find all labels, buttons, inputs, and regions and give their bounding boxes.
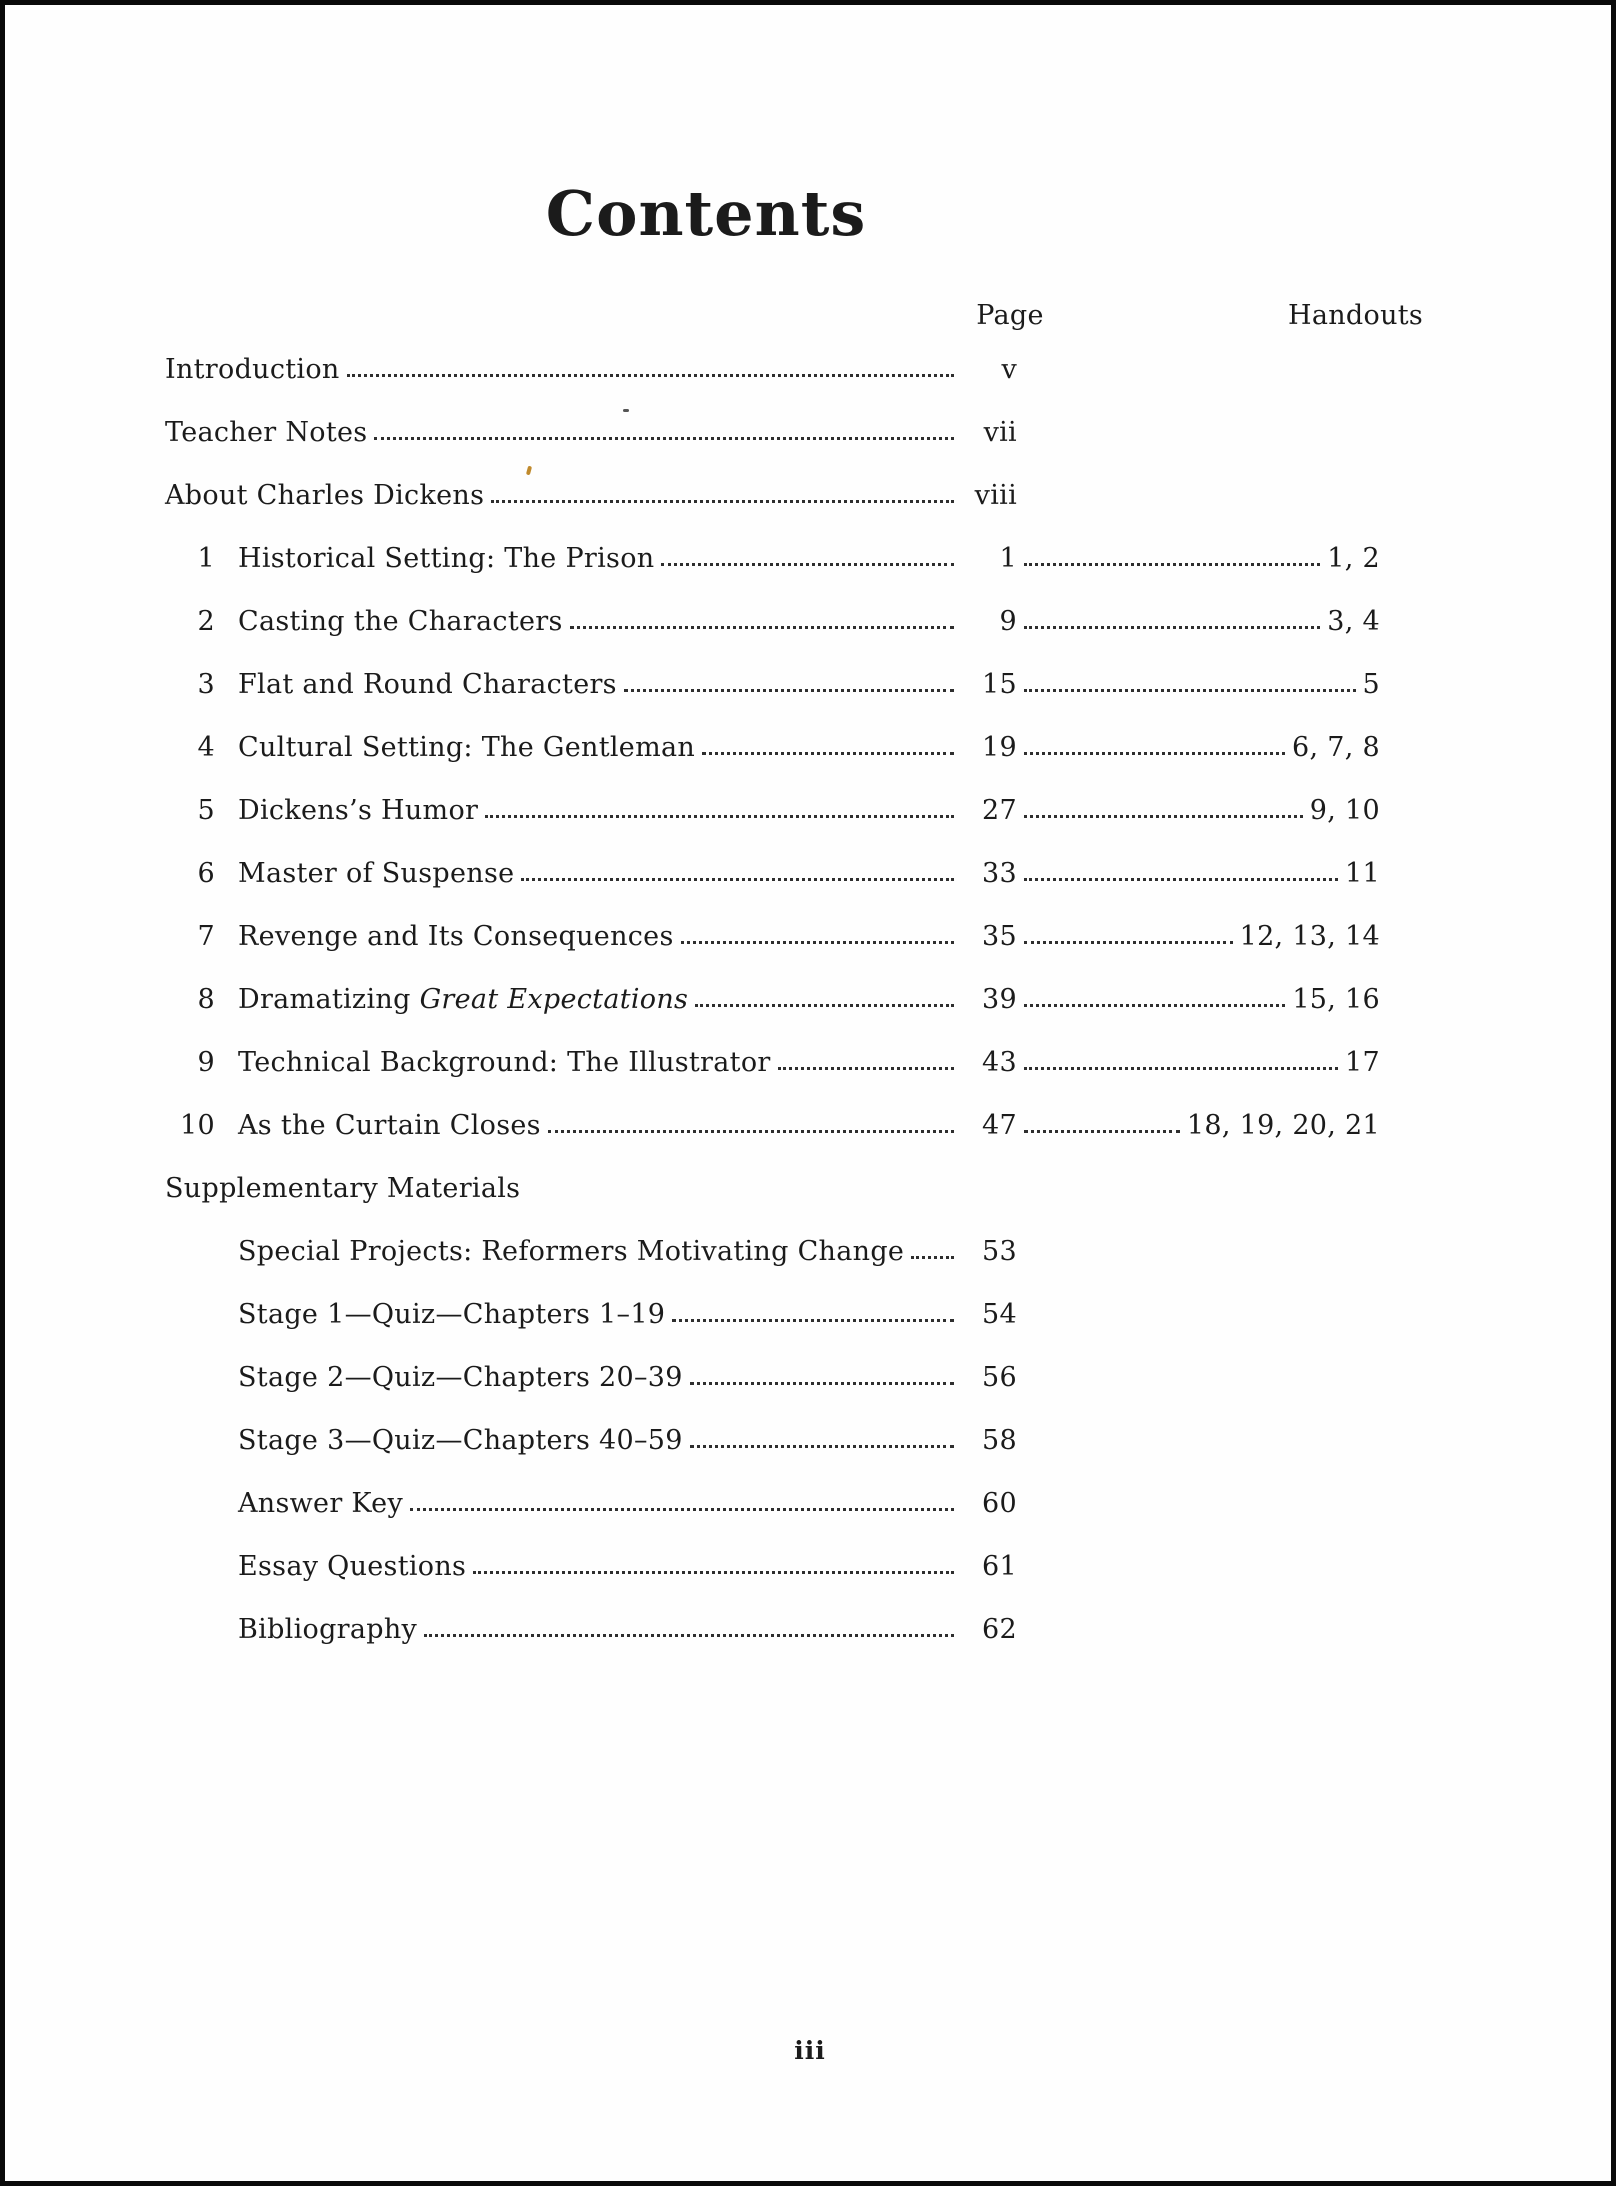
dot-leader xyxy=(911,1256,954,1259)
toc-row-chapter-7 xyxy=(165,920,1380,954)
toc-entry-title: Essay Questions xyxy=(238,1551,467,1582)
dot-leader xyxy=(690,1445,954,1448)
toc-entry-page: 1 xyxy=(999,543,1017,574)
toc-row-chapter-5 xyxy=(165,794,1380,828)
handout-numbers: 12, 13, 14 xyxy=(1239,921,1380,952)
toc-row-chapter-2 xyxy=(165,605,1380,639)
handouts-column-header: Handouts xyxy=(1288,300,1424,331)
handout-numbers: 17 xyxy=(1345,1047,1380,1078)
toc-entry-page: 53 xyxy=(982,1236,1017,1267)
toc-row-stage-3-quiz xyxy=(238,1424,1017,1458)
dot-leader xyxy=(374,437,954,440)
dot-leader xyxy=(690,1382,954,1385)
toc-row-special-projects xyxy=(238,1235,1017,1269)
toc-entry-title: About Charles Dickens xyxy=(165,480,485,511)
toc-entry-title: Cultural Setting: The Gentleman xyxy=(238,732,696,763)
handout-numbers: 3, 4 xyxy=(1327,606,1380,637)
toc-entry-page: 60 xyxy=(982,1488,1017,1519)
dot-leader xyxy=(1024,1004,1285,1007)
handout-numbers: 11 xyxy=(1345,858,1380,889)
toc-entry-page: 33 xyxy=(982,858,1017,889)
toc-entry-title: Answer Key xyxy=(238,1488,403,1519)
toc-entry-title: Bibliography xyxy=(238,1614,418,1645)
toc-row-answer-key xyxy=(238,1487,1017,1521)
toc-entry-page: 62 xyxy=(982,1614,1017,1645)
dot-leader xyxy=(1024,626,1320,629)
toc-entry-title: Flat and Round Characters xyxy=(238,669,617,700)
dot-leader xyxy=(347,374,954,377)
toc-entry-page: 35 xyxy=(982,921,1017,952)
toc-entry-title: As the Curtain Closes xyxy=(238,1110,541,1141)
dot-leader xyxy=(521,878,954,881)
toc-row-chapter-3 xyxy=(165,668,1380,702)
toc-row-bibliography xyxy=(238,1613,1017,1647)
dot-leader xyxy=(1024,689,1356,692)
chapter-number: 9 xyxy=(197,1047,215,1078)
toc-entry-title: Master of Suspense xyxy=(238,858,515,889)
chapter-number: 5 xyxy=(197,795,215,826)
chapter-number: 1 xyxy=(197,543,215,574)
book-title-italic: Great Expectations xyxy=(419,984,689,1015)
toc-entry-title: Technical Background: The Illustrator xyxy=(238,1047,771,1078)
toc-entry-title: Teacher Notes xyxy=(165,417,368,448)
dot-leader xyxy=(695,1004,954,1007)
chapter-number: 4 xyxy=(197,732,215,763)
dot-leader xyxy=(1024,815,1303,818)
dot-leader xyxy=(1024,941,1233,944)
toc-row-chapter-9 xyxy=(165,1046,1380,1080)
handout-numbers: 15, 16 xyxy=(1292,984,1380,1015)
dot-leader xyxy=(1024,563,1320,566)
handout-numbers: 18, 19, 20, 21 xyxy=(1186,1110,1380,1141)
toc-entry-page: 61 xyxy=(982,1551,1017,1582)
dot-leader xyxy=(410,1508,954,1511)
supplementary-materials-heading: Supplementary Materials xyxy=(165,1173,521,1204)
toc-entry-page: 58 xyxy=(982,1425,1017,1456)
toc-entry-page: 56 xyxy=(982,1362,1017,1393)
toc-row-essay-questions xyxy=(238,1550,1017,1584)
toc-row-chapter-1 xyxy=(165,542,1380,576)
toc-row-chapter-8 xyxy=(165,983,1380,1017)
toc-entry-title: Dickens’s Humor xyxy=(238,795,479,826)
toc-entry-page: 47 xyxy=(982,1110,1017,1141)
dot-leader xyxy=(1024,1130,1180,1133)
chapter-number: 2 xyxy=(197,606,215,637)
toc-row-chapter-4 xyxy=(165,731,1380,765)
toc-entry-page: 9 xyxy=(999,606,1017,637)
toc-row-chapter-6 xyxy=(165,857,1380,891)
page-number-folio: iii xyxy=(794,2036,826,2065)
toc-row-stage-2-quiz xyxy=(238,1361,1017,1395)
toc-row-teacher-notes xyxy=(165,416,1017,450)
toc-entry-page: viii xyxy=(974,480,1017,511)
dot-leader xyxy=(485,815,954,818)
handout-numbers: 1, 2 xyxy=(1327,543,1380,574)
toc-entry-page: 27 xyxy=(982,795,1017,826)
dot-leader xyxy=(424,1634,954,1637)
toc-entry-title: Revenge and Its Consequences xyxy=(238,921,674,952)
dot-leader xyxy=(672,1319,954,1322)
toc-entry-title: Casting the Characters xyxy=(238,606,563,637)
handout-numbers: 6, 7, 8 xyxy=(1292,732,1380,763)
toc-entry-page: vii xyxy=(983,417,1017,448)
dot-leader xyxy=(681,941,954,944)
toc-entry-page: 15 xyxy=(982,669,1017,700)
chapter-number: 3 xyxy=(197,669,215,700)
toc-row-introduction xyxy=(165,353,1017,387)
toc-entry-title: Introduction xyxy=(165,354,340,385)
toc-entry-title: Special Projects: Reformers Motivating Change xyxy=(238,1236,905,1267)
toc-row-stage-1-quiz xyxy=(238,1298,1017,1332)
dot-leader xyxy=(491,500,954,503)
dot-leader xyxy=(1024,878,1338,881)
dot-leader xyxy=(624,689,954,692)
toc-entry-title: Dramatizing Great Expectations xyxy=(238,984,689,1015)
toc-row-about-charles-dickens xyxy=(165,479,1017,513)
dot-leader xyxy=(661,563,954,566)
toc-entry-title: Stage 2—Quiz—Chapters 20–39 xyxy=(238,1362,683,1393)
chapter-number: 8 xyxy=(197,984,215,1015)
dot-leader xyxy=(702,752,954,755)
handout-numbers: 9, 10 xyxy=(1309,795,1380,826)
dot-leader xyxy=(570,626,954,629)
chapter-number: 6 xyxy=(197,858,215,889)
chapter-number: 7 xyxy=(197,921,215,952)
dot-leader xyxy=(778,1067,954,1070)
dot-leader xyxy=(1024,1067,1338,1070)
toc-entry-page: v xyxy=(1001,354,1017,385)
toc-entry-page: 19 xyxy=(982,732,1017,763)
scan-speck xyxy=(623,409,629,412)
toc-row-chapter-10 xyxy=(165,1109,1380,1143)
toc-entry-page: 43 xyxy=(982,1047,1017,1078)
dot-leader xyxy=(1024,752,1285,755)
toc-entry-page: 54 xyxy=(982,1299,1017,1330)
toc-entry-title: Stage 1—Quiz—Chapters 1–19 xyxy=(238,1299,666,1330)
table-of-contents xyxy=(165,353,1395,1676)
handout-numbers: 5 xyxy=(1362,669,1380,700)
toc-entry-title: Stage 3—Quiz—Chapters 40–59 xyxy=(238,1425,683,1456)
toc-entry-page: 39 xyxy=(982,984,1017,1015)
dot-leader xyxy=(473,1571,954,1574)
dot-leader xyxy=(548,1130,954,1133)
chapter-number: 10 xyxy=(180,1110,215,1141)
page-title: Contents xyxy=(545,177,867,250)
page-column-header: Page xyxy=(976,300,1044,331)
toc-entry-title: Historical Setting: The Prison xyxy=(238,543,655,574)
